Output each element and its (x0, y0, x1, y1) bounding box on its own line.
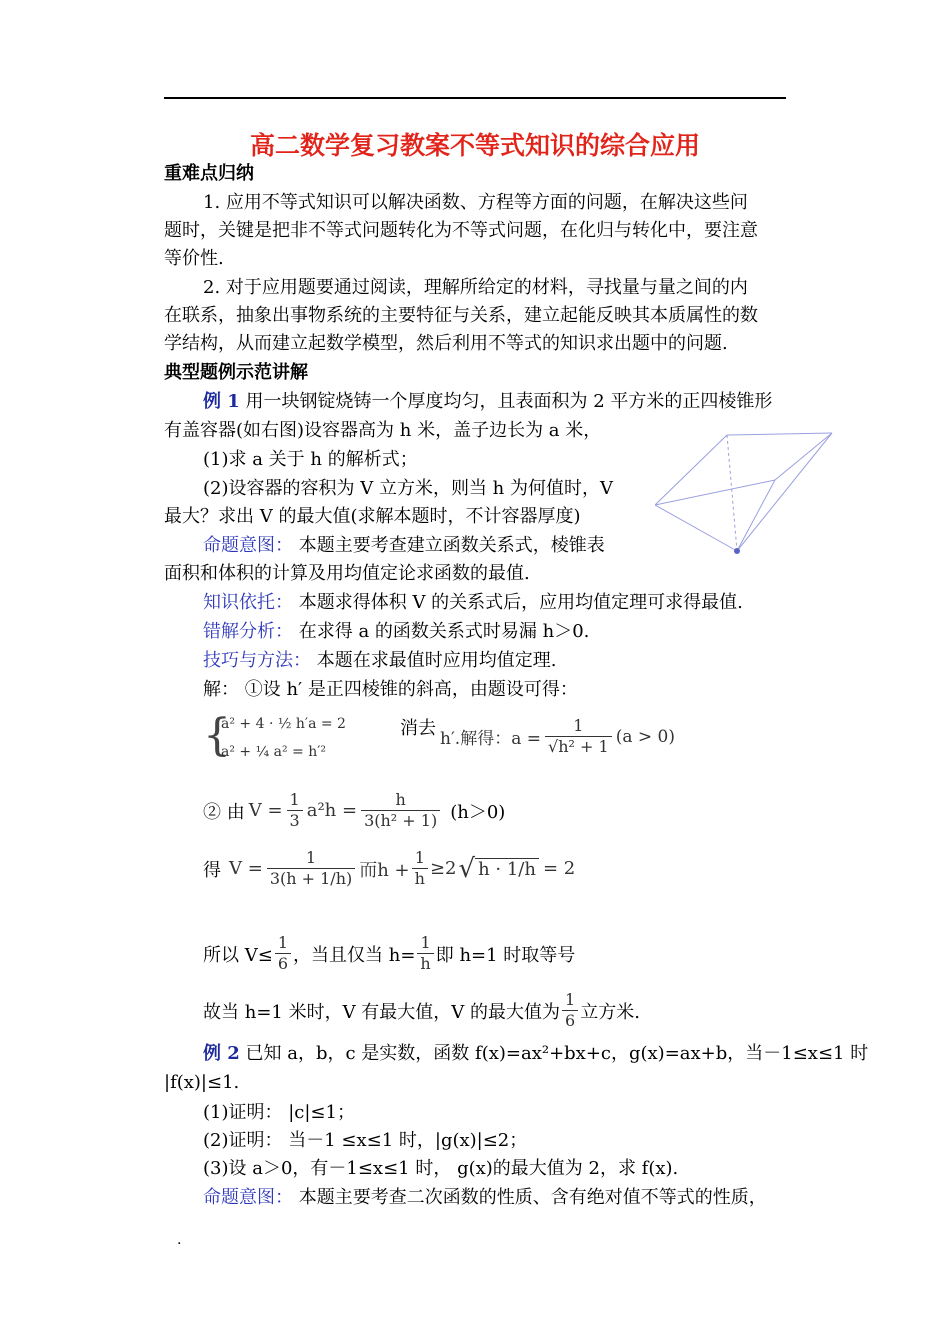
pyramid-edge (737, 433, 832, 551)
step-3-prefix: 得 (203, 859, 221, 881)
step-2 (203, 790, 505, 831)
paragraph-1-line-1: 1. 应用不等式知识可以解决函数、方程等方面的问题，在解决这些问 (203, 192, 748, 213)
step-2-fraction-2 (361, 790, 440, 831)
step-2-f2-num: h (361, 790, 440, 811)
intent-text: 本题主要考查建立函数关系式，棱锥表 (298, 535, 605, 556)
pyramid-edge (655, 480, 775, 505)
step-2-v: V = (248, 800, 283, 821)
solution-label: 解： (203, 679, 239, 700)
step-2-middle: a²h = (306, 800, 358, 821)
example-1-intent-line-2: 面积和体积的计算及用均值定论求函数的最值. (164, 563, 530, 584)
a-numerator: 1 (545, 716, 612, 737)
step-3 (203, 848, 575, 889)
example-1-knowledge (203, 590, 743, 616)
footer-mark: . (177, 1232, 182, 1248)
pyramid-edge (655, 505, 737, 551)
example-2-line-1 (203, 1041, 868, 1067)
solution-text: ①设 h′ 是正四棱锥的斜高，由题设可得： (244, 679, 578, 700)
example-2-intent (203, 1185, 767, 1211)
step-3-middle: 而h + (359, 859, 410, 881)
skill-text: 本题在求最值时应用均值定理. (316, 650, 557, 671)
example-1-question-2-line-1: (2)设容器的容积为 V 立方米，则当 h 为何值时，V (203, 478, 613, 499)
result-2 (203, 990, 640, 1031)
result-2-end: 立方米. (580, 1001, 640, 1023)
example-2-question-1: (1)证明： |c|≤1； (203, 1102, 355, 1123)
pyramid-edge (655, 435, 727, 505)
step-3-sqrt: √ (458, 853, 476, 884)
section-heading-examples: 典型题例示范讲解 (164, 362, 308, 383)
a-denominator: h² + 1 (558, 737, 609, 756)
skill-label: 技巧与方法： (203, 650, 311, 671)
example-1-skills (203, 648, 556, 674)
example-1-error-analysis (203, 619, 589, 645)
example-1-line-1 (203, 389, 772, 415)
paragraph-2-line-1: 2. 对于应用题要通过阅读，理解所给定的材料，寻找量与量之间的内 (203, 277, 748, 298)
example-1-line-2: 有盖容器(如右图)设容器高为 h 米，盖子边长为 a 米， (164, 420, 602, 441)
result-2-num: 1 (562, 990, 578, 1011)
step-2-f1-den: 3 (289, 811, 300, 830)
example-2-question-2: (2)证明： 当－1 ≤x≤1 时，|g(x)|≤2； (203, 1130, 528, 1151)
knowledge-text: 本题求得体积 V 的关系式后，应用均值定理可求得最值. (298, 592, 743, 613)
system-equation-1: a² + 4 · ½ h′a = 2 (221, 716, 346, 732)
step-3-h-den: h (414, 869, 425, 888)
step-2-f1-num: 1 (287, 790, 303, 811)
system-equation-2: a² + ¼ a² = h′² (221, 744, 327, 760)
pyramid-figure (655, 425, 840, 560)
result-1-h-den: h (420, 954, 431, 973)
step-3-h-fraction (412, 848, 428, 889)
result-1-fraction (275, 933, 291, 974)
pyramid-edge (727, 433, 832, 435)
example-2-line-2: |f(x)|≤1. (164, 1072, 240, 1093)
result-1-prefix: 所以 V≤ (203, 944, 273, 966)
example-2-intent-text: 本题主要考查二次函数的性质、含有绝对值不等式的性质， (298, 1187, 767, 1208)
section-heading-key-points: 重难点归纳 (164, 163, 254, 184)
intent-label: 命题意图： (203, 535, 293, 556)
step-3-ge: ≥2 (429, 858, 457, 879)
result-1-den: 6 (277, 954, 288, 973)
step-3-fraction (267, 848, 355, 889)
result-1-h-fraction (417, 933, 433, 974)
step-3-h-num: 1 (412, 848, 428, 869)
result-1 (203, 933, 575, 974)
example-1-question-1: (1)求 a 关于 h 的解析式； (203, 449, 418, 470)
a-fraction (545, 716, 612, 757)
paragraph-2-line-3: 学结构，从而建立起数学模型，然后利用不等式的知识求出题中的问题. (164, 333, 728, 354)
example-2-intent-label: 命题意图： (203, 1187, 293, 1208)
example-2-label: 例 2 (203, 1043, 240, 1064)
step-3-den: 3(h + 1/h) (269, 869, 353, 888)
step-2-fraction-1 (287, 790, 303, 831)
step-3-v: V = (229, 858, 263, 879)
error-text: 在求得 a 的函数关系式时易漏 h＞0. (298, 621, 590, 642)
a-condition: (a > 0) (615, 726, 675, 747)
pyramid-apex (734, 548, 740, 554)
result-2-den: 6 (565, 1011, 576, 1030)
result-1-num: 1 (275, 933, 291, 954)
example-1-solution-intro (203, 677, 578, 703)
result-2-fraction (562, 990, 578, 1031)
example-1-question-2-line-2: 最大？求出 V 的最大值(求解本题时，不计容器厚度) (164, 506, 581, 527)
step-3-num: 1 (267, 848, 355, 869)
knowledge-label: 知识依托： (203, 592, 293, 613)
system-brace: { (203, 710, 231, 761)
pyramid-hidden-edge (727, 435, 737, 551)
a-denominator-wrap: √h² + 1 (548, 737, 609, 756)
result-1-h-num: 1 (417, 933, 433, 954)
paragraph-2-line-2: 在联系，抽象出事物系统的主要特征与关系，建立起能反映其本质属性的数 (164, 305, 758, 326)
paragraph-1-line-3: 等价性. (164, 248, 224, 269)
solve-expression (440, 716, 675, 757)
example-1-label: 例 1 (203, 391, 240, 412)
page-title: 高二数学复习教案不等式知识的综合应用 (249, 131, 700, 160)
step-2-f2-den: 3(h² + 1) (364, 811, 438, 830)
solve-text: h′.解得：a = (440, 729, 541, 749)
eliminate-text: 消去 (400, 718, 436, 739)
pyramid-edge (775, 433, 832, 480)
header-rule (164, 97, 786, 99)
error-label: 错解分析： (203, 621, 293, 642)
result-1-middle: ，当且仅当 h= (293, 944, 416, 966)
example-1-text: 用一块钢锭烧铸一个厚度均匀，且表面积为 2 平方米的正四棱锥形 (245, 391, 773, 412)
example-2-text: 已知 a，b，c 是实数，函数 f(x)=ax²+bx+c，g(x)=ax+b，当－1≤x≤1 时 (245, 1043, 869, 1064)
paragraph-1-line-2: 题时，关键是把非不等式问题转化为不等式问题，在化归与转化中，要注意 (164, 220, 758, 241)
result-2-prefix: 故当 h=1 米时，V 有最大值，V 的最大值为 (203, 1001, 561, 1023)
example-2-question-3: (3)设 a＞0，有－1≤x≤1 时， g(x)的最大值为 2，求 f(x). (203, 1158, 679, 1179)
example-1-intent (203, 533, 605, 559)
step-2-prefix: ② 由 (203, 801, 245, 823)
pyramid-edge (737, 480, 775, 551)
result-1-end: 即 h=1 时取等号 (435, 944, 576, 966)
step-2-condition: (h＞0) (450, 801, 506, 823)
step-3-end: = 2 (542, 858, 576, 879)
step-3-sqrt-body: h · 1/h (475, 858, 539, 880)
